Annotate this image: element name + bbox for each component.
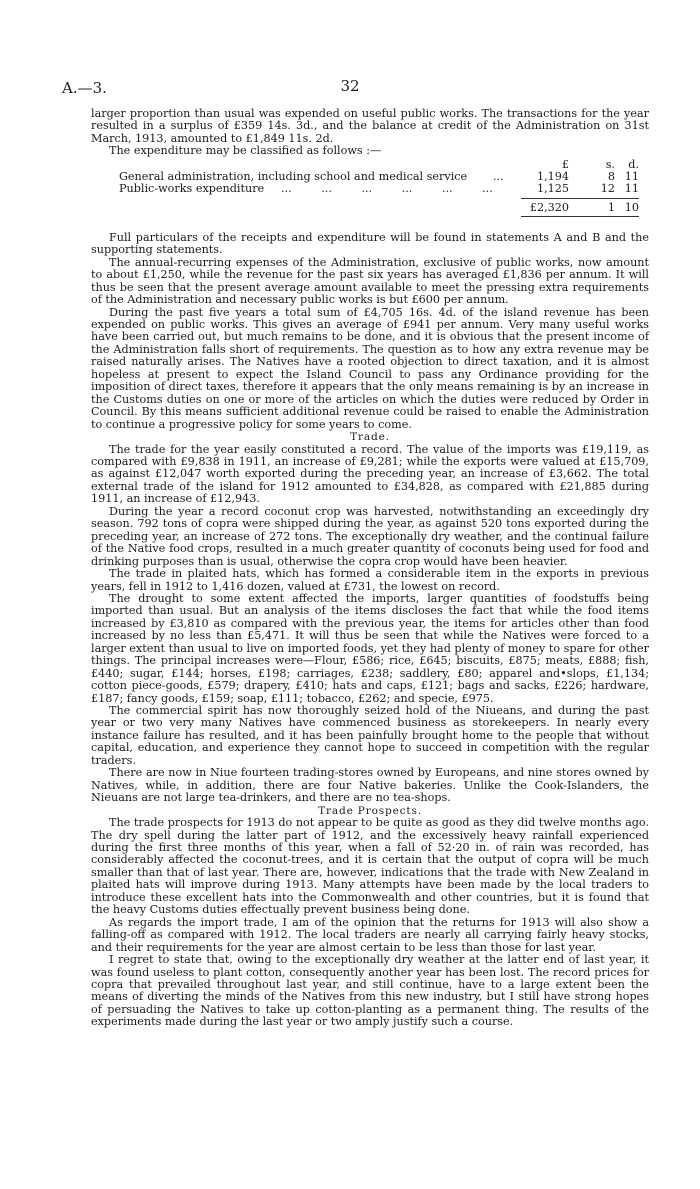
section-reference: A.—3. [62,79,107,97]
amount-pounds: 1,125 [536,181,569,195]
amount-pence: 11 [624,181,639,195]
col-shillings-header: s. [605,157,615,171]
amount-shillings: 8 [607,169,615,183]
section-heading-trade: Trade. [350,431,390,444]
page-number: 32 [340,77,360,95]
expenditure-row-label: Public-works expenditure [119,181,265,195]
total-pounds: £2,320 [529,200,569,214]
paragraph: There are now in Niue fourteen trading-stores owned by Europeans, and nine stores owned by Natives, while, in addition, there are four Native bakeries. Unlike the Cook-Islanders, the Nieuans are not large tea-drinkers, and there are no tea-shops. [91,766,649,805]
total-shillings: 1 [607,200,615,214]
expenditure-row-label: General administration, including school and medical service [119,169,468,183]
section-heading-trade-prospects: Trade Prospects. [318,804,422,817]
intro-paragraph: larger proportion than usual was expended on useful public works. The transactions for the year resulted in a surplus of £359 14s. 3d., and the balance at credit of the Administration on 31st March, 1913, amounted to £1,849 11s. 2d. [91,107,649,145]
amount-pounds: 1,194 [536,169,569,183]
expenditure-table [91,159,649,225]
paragraph: The drought to some extent affected the imports, larger quantities of foodstuffs being imported than usual. But an analysis of the items discloses the fact that while the food items increased by £3,810 as compared with the previous year, the items for articles other than food increased by no less than £5,471. It will thus be seen that while the Natives were forced to a larger extent than usual to live on imported foods, yet they had plenty of money to spare for other things. The principal increases were—Flour, £586; rice, £645; biscuits, £875; meats, £888; fish, £440; sugar, £144; horses, £198; carriages, £238; saddlery, £80; apparel and•slops, £1,134; cotton piece-goods, £579; drapery, £410; hats and caps, £121; bags and sacks, £226; hardware, £187; fancy goods, £159; soap, £111; tobacco, £262; and specie, £975. [91,591,649,705]
paragraph: I regret to state that, owing to the exceptionally dry weather at the latter end of last year, it was found useless to plant cotton, consequently another year has been lost. The record prices for copra that prevailed throughout last year, and still continue, have to a large extent been the means of diverting the minds of the Natives from this new industry, but I still have strong hopes of persuading the Natives to take up cotton-planting as a permanent thing. The results of the experiments made during the last year or two amply justify such a course. [91,953,649,1029]
paragraph: The commercial spirit has now thoroughly seized hold of the Niueans, and during the past year or two very many Natives have commenced business as storekeepers. In nearly every instance failure has resulted, and it has been painfully brought home to the people that without capital, education, and experience they cannot hope to succeed in competition with the regular traders. [91,704,649,767]
col-pence-header: d. [628,157,639,171]
document-body [91,108,649,1029]
col-pounds-header: £ [561,157,569,171]
paragraph: The trade prospects for 1913 do not appear to be quite as good as they did twelve months ago. The dry spell during the latter part of 1912, and the excessively heavy rainfall experienced during the first three months of this year, when a fall of 52·20 in. of rain was recorded, has considerably affected the coconut-trees, and it is certain that the output of copra will be much smaller than that of last year. There are, however, indications that the trade with New Zealand in plaited hats will improve during 1913. Many attempts have been made by the local traders to introduce these excellent hats into the Commonwealth and other countries, but it is found that the heavy Customs duties effectually prevent business being done. [91,816,649,917]
paragraph: As regards the import trade, I am of the opinion that the returns for 1913 will also show a falling-off as compared with 1912. The local traders are nearly all carrying fairly heavy stocks, and their requirements for the year are almost certain to be less than those for last year. [91,915,649,954]
paragraph: During the past five years a total sum of £4,705 16s. 4d. of the island revenue has been expended on public works. This gives an average of £941 per annum. Very many useful works have been carried out, but much remains to be done, and it is obvious that the present income of the Administration falls short of requirements. The question as to how any extra revenue may be raised naturally arises. The Natives have a rooted objection to direct taxation, and it is almost hopeless at present to expect the Island Council to pass any Ordinance providing for the imposition of direct taxes, therefore it appears that the only means remaining is by an increase in the Customs duties on one or more of the articles on which the duties were reduced by Order in Council. By this means sufficient additional revenue could be raised to enable the Administration to continue a progressive policy for some years to come. [91,305,649,431]
paragraph: The annual-recurring expenses of the Administration, exclusive of public works, now amount to about £1,250, while the revenue for the past six years has averaged £1,836 per annum. It will thus be seen that the present average amount available to meet the pressing extra requirements of the Administration and necessary public works is but £600 per annum. [91,255,649,307]
total-pence: 10 [624,200,639,214]
sum-rule [521,198,639,199]
paragraph: The trade for the year easily constituted a record. The value of the imports was £19,119, as compared with £9,838 in 1911, an increase of £9,281; while the exports were valued at £15,709, as against £12,047 worth exported during the preceding year, an increase of £3,662. The total external trade of the island for 1912 amounted to £34,828, as compared with £21,885 during 1911, an increase of £12,943. [91,442,649,506]
total-rule [521,216,639,217]
amount-shillings: 12 [600,181,615,195]
paragraph: During the year a record coconut crop was harvested, notwithstanding an exceedingly dry season. 792 tons of copra were shipped during the year, as against 520 tons exported during the preceding year, an increase of 272 tons. The exceptionally dry weather, and the continual failure of the Native food crops, resulted in a much greater quantity of coconuts being used for food and drinking purposes than is usual, otherwise the copra crop would have been heavier. [91,504,649,568]
amount-pence: 11 [624,169,639,183]
leader-dots: ... [493,169,504,183]
paragraph: Full particulars of the receipts and expenditure will be found in statements A and B and the supporting statements. [91,230,649,257]
expenditure-intro: The expenditure may be classified as follows :— [109,144,382,158]
leader-dots: ... ... ... ... ... ... [281,181,493,195]
paragraph: The trade in plaited hats, which has formed a considerable item in the exports in previous years, fell in 1912 to 1,416 dozen, valued at £731, the lowest on record. [91,567,649,593]
